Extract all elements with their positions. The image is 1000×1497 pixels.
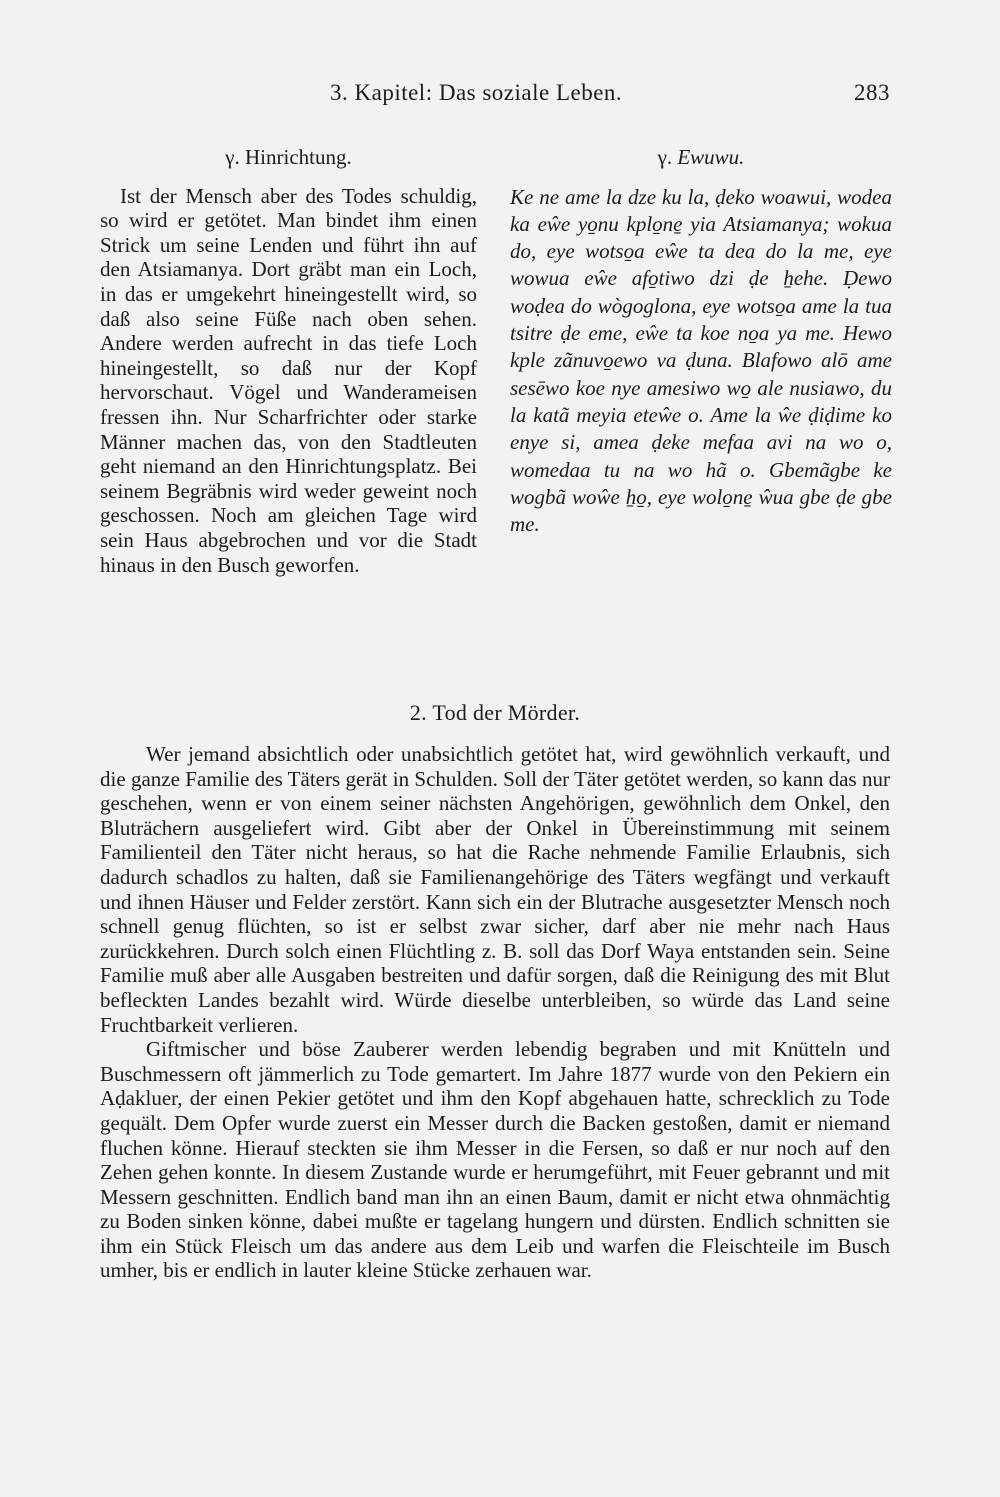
ewe-paragraph: Ke ne ame la dze ku la, ḍeko woawui, wodea ka eŵe yo̱nu kplo̱ne̱ yia Atsiamanya; wokua do, eye wotso̱a eŵe ta dea do la me, eye wowua eŵe afo̱tiwo dzi ḍe ẖehe. Ḍewo woḍea do wògoglona, eye wotso̱a ame la tua tsitre ḍe eme, eŵe ta koe no̱a ya me. Hewo kple zãnuvo̱ewo va ḍuna. Blafowo alō ame sesēwo koe nye amesiwo wo̱ ale nusiawo, du la katã meyia eteŵe o. Ame la ŵe ḍiḍime ko enye si, amea ḍeke mefaa avi na wo o, womedaa tu na wo hã o. Gbemãgbe ke wogbã woŵe ẖo̱, eye wolo̱ne̱ ŵua gbe ḍe gbe me.: [510, 184, 892, 537]
section-body: [100, 742, 890, 1283]
ewe-subheading: [510, 145, 892, 170]
section-title: 2. Tod der Mörder.: [409, 700, 581, 725]
ewe-column: [510, 145, 892, 538]
german-subheading: γ. Hinrichtung.: [225, 145, 352, 169]
german-paragraph: Ist der Mensch aber des Todes schuldig, so wird er getötet. Man bindet ihm einen Strick um seine Lenden und führt ihn auf den Atsiamanya. Dort gräbt man ein Loch, in das er umgekehrt hineingestellt wird, so daß also seine Füße nach oben sehen. Andere werden aufrecht in das tiefe Loch hineingestellt, so daß nur der Kopf hervorschaut. Vögel und Wanderameisen fressen ihn. Nur Scharfrichter oder starke Männer machen das, von den Stadtleuten geht niemand an den Hinrichtungsplatz. Bei seinem Begräbnis wird weder geweint noch geschossen. Noch am gleichen Tage wird sein Haus abgebrochen und vor die Stadt hinaus in den Busch geworfen.: [100, 183, 477, 577]
body-paragraph: Wer jemand absichtlich oder unabsichtlich getötet hat, wird gewöhnlich verkauft, und die ganze Familie des Täters gerät in Schulden. Soll der Täter getötet werden, so kann das nur geschehen, wenn er von einem seiner nächsten Angehörigen, gewöhnlich dem Onkel, den Bluträchern ausgeliefert wird. Gibt aber der Onkel in Übereinstimmung mit seinem Familienteil den Täter nicht heraus, so hat die Rache nehmende Familie Erlaubnis, sich dadurch schadlos zu halten, daß sie Familienangehörige des Täters wegfängt und verkauft und ihnen Häuser und Felder zerstört. Kann sich ein der Blutrache ausgesetzter Mensch noch schnell genug flüchten, so ist er selbst zwar sicher, darf aber nie mehr nach Haus zurückkehren. Durch solch einen Flüchtling z. B. soll das Dorf Waya entstanden sein. Seine Familie muß aber alle Ausgaben bestreiten und dafür sorgen, daß die Reinigung des mit Blut befleckten Landes bezahlt wird. Würde dieselbe unterbleiben, so würde das Land seine Fruchtbarkeit verlieren.: [100, 742, 890, 1037]
running-header: [100, 80, 890, 114]
ewe-subheading-prefix: γ.: [657, 145, 673, 169]
ewe-subheading-word: Ewuwu.: [677, 145, 745, 169]
page-number: 283: [854, 80, 890, 105]
body-paragraph: Giftmischer und böse Zauberer werden lebendig begraben und mit Knütteln und Buschmessern oft jämmerlich zu Tode gemartert. Im Jahre 1877 wurde von den Pekiern ein Aḍakluer, der einen Pekier getötet und ihm den Kopf abgehauen hatte, schrecklich zu Tode gequält. Dem Opfer wurde zuerst ein Messer durch die Backen gestoßen, damit er niemand fluchen könne. Hierauf steckten sie ihm Messer in die Fersen, so daß er nur noch auf den Zehen gehen konnte. In diesem Zustande wurde er herumgeführt, mit Feuer gebrannt und mit Messern geschnitten. Endlich band man ihn an einen Baum, damit er nicht etwa ohnmächtig zu Boden sinken könne, dabei mußte er tagelang hungern und dürsten. Endlich schnitten sie ihm ein Stück Fleisch um das andere aus dem Leib und warfen die Fleischteile im Busch umher, bis er endlich in lauter kleine Stücke zerhauen war.: [100, 1037, 890, 1283]
running-title: 3. Kapitel: Das soziale Leben.: [330, 80, 623, 105]
german-column: [100, 145, 477, 577]
